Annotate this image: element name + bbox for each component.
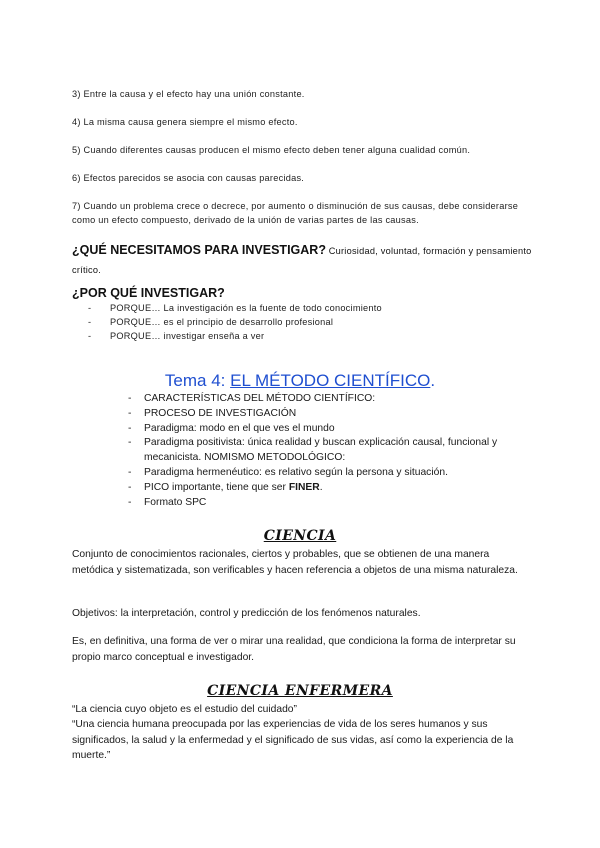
- ciencia-paragraph-2: Objetivos: la interpretación, control y predicción de los fenómenos naturales.: [72, 608, 421, 619]
- cause-item-3: 3) Entre la causa y el efecto hay una unión constante.: [72, 89, 305, 99]
- necesitamos-heading: ¿QUÉ NECESITAMOS PARA INVESTIGAR?: [72, 243, 326, 257]
- tema-suffix: .: [430, 371, 436, 390]
- cause-item-5: 5) Cuando diferentes causas producen el mismo efecto deben tener alguna cualidad común.: [72, 145, 471, 155]
- porque-item: - PORQUE… es el principio de desarrollo profesional: [88, 315, 528, 329]
- porque-item: - PORQUE… La investigación es la fuente de todo conocimiento: [88, 301, 528, 315]
- metodo-list: [128, 392, 533, 510]
- pico-end: .: [319, 481, 323, 493]
- tema-heading: [0, 371, 600, 391]
- pico-item: [128, 481, 533, 496]
- porque-list: [88, 301, 528, 343]
- enfermera-title: CIENCIA ENFERMERA: [207, 683, 393, 699]
- enfermera-quote-2: “Una ciencia humana preocupada por las experiencias de vida de los seres humanos y sus significados, la salud y la enfermedad y el significado de sus vidas, así como la experiencia de la muerte.”: [72, 719, 514, 762]
- metodo-item: - CARACTERÍSTICAS DEL MÉTODO CIENTÍFICO:: [128, 392, 533, 407]
- metodo-item: - Paradigma positivista: única realidad y buscan explicación causal, funcional y mecanicista. NOMISMO METODOLÓGICO:: [128, 436, 533, 466]
- porque-heading: ¿POR QUÉ INVESTIGAR?: [72, 286, 225, 300]
- formato-item: - Formato SPC: [128, 496, 533, 511]
- ciencia-title: CIENCIA: [263, 528, 337, 544]
- ciencia-paragraph-3: Es, en definitiva, una forma de ver o mirar una realidad, que condiciona la forma de interpretar su propio marco conceptual e investigador.: [72, 636, 516, 663]
- tema-title-link[interactable]: EL MÉTODO CIENTÍFICO: [230, 371, 431, 390]
- tema-prefix: Tema 4:: [164, 371, 231, 390]
- porque-item: - PORQUE… investigar enseña a ver: [88, 329, 528, 343]
- metodo-item: - Paradigma hermenéutico: es relativo según la persona y situación.: [128, 466, 533, 481]
- pico-text: PICO importante, tiene que ser: [144, 481, 289, 493]
- metodo-item: - Paradigma: modo en el que ves el mundo: [128, 422, 533, 437]
- cause-item-4: 4) La misma causa genera siempre el mismo efecto.: [72, 117, 298, 127]
- cause-item-7: 7) Cuando un problema crece o decrece, por aumento o disminución de sus causas, debe considerarse como un efecto compuesto, derivado de la unión de varias partes de las causas.: [72, 201, 519, 225]
- necesitamos-text: Curiosidad, voluntad, formación y pensamiento crítico.: [72, 246, 532, 275]
- ciencia-paragraph-1: Conjunto de conocimientos racionales, ciertos y probables, que se obtienen de una manera metódica y sistematizada, son verificables y hacen referencia a objetos de una misma naturaleza.: [72, 549, 518, 576]
- necesitamos-paragraph: [72, 241, 532, 279]
- cause-item-6: 6) Efectos parecidos se asocia con causas parecidas.: [72, 173, 305, 183]
- pico-bold: FINER: [288, 481, 320, 493]
- metodo-item: - PROCESO DE INVESTIGACIÓN: [128, 407, 533, 422]
- enfermera-quote-1: “La ciencia cuyo objeto es el estudio del cuidado”: [72, 704, 297, 715]
